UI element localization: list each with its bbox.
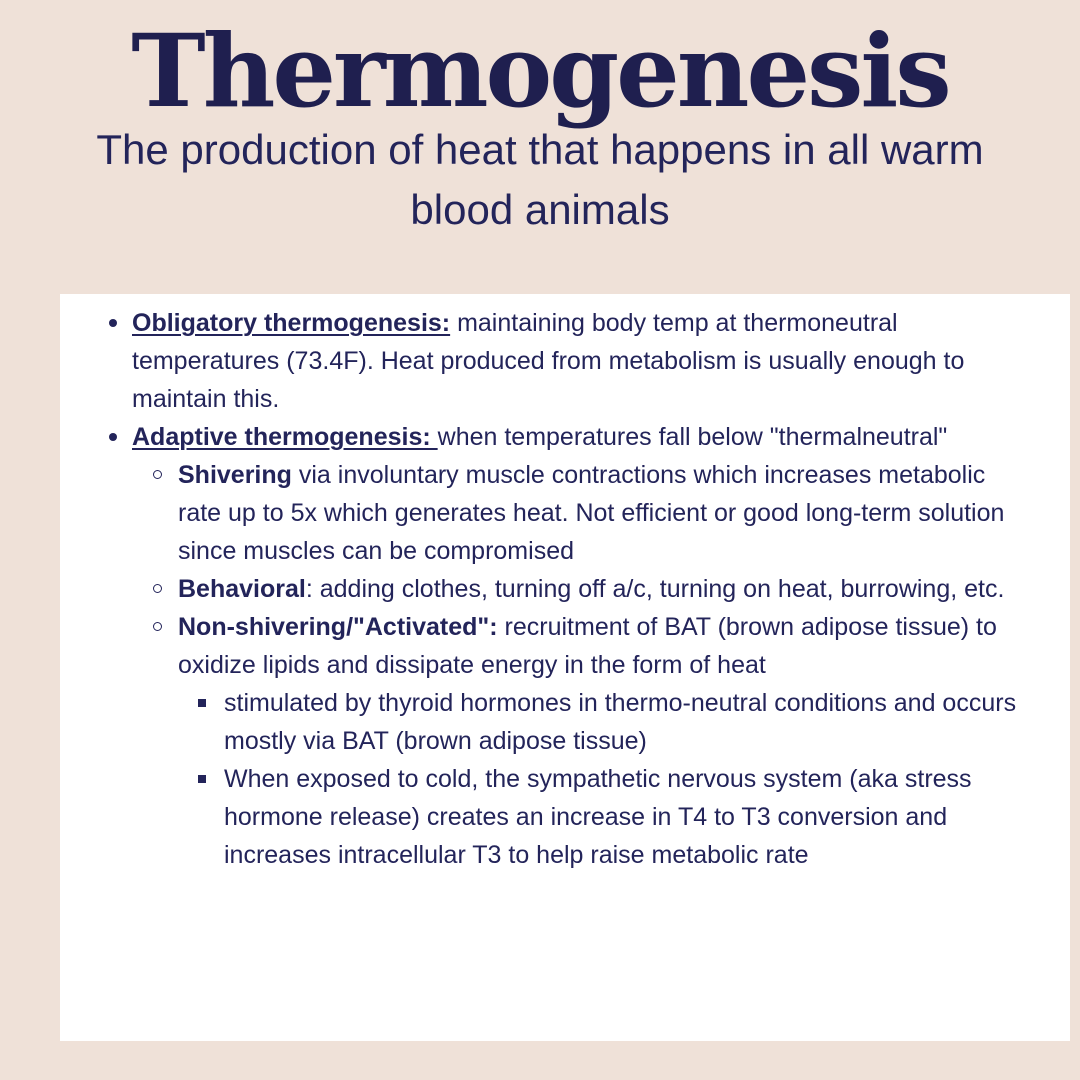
desc-adaptive: when temperatures fall below "thermalneutral" (437, 423, 948, 451)
term-behavioral: Behavioral (178, 575, 306, 603)
page-title: Thermogenesis (131, 12, 949, 130)
desc-cold-exposure: When exposed to cold, the sympathetic nervous system (aka stress hormone release) creates an increase in T4 to T3 conversion and increases intracellular T3 to help raise metabolic rate (224, 765, 972, 869)
bullet-dot-icon (109, 319, 117, 327)
bullet-list (132, 304, 1032, 874)
bullet-circle-icon (153, 622, 162, 631)
desc-thyroid: stimulated by thyroid hormones in thermo-neutral conditions and occurs mostly via BAT (brown adipose tissue) (224, 689, 1017, 755)
term-non-shivering: Non-shivering/"Activated": (178, 613, 498, 641)
bullet-square-icon (198, 775, 206, 783)
list-item-cold-exposure (224, 760, 1032, 874)
list-item-non-shivering (178, 608, 1032, 684)
bullet-dot-icon (109, 433, 117, 441)
bullet-circle-icon (153, 584, 162, 593)
list-item-behavioral (178, 570, 1032, 608)
desc-obligatory: maintaining body temp at thermoneutral temperatures (73.4F). Heat produced from metabolism is usually enough to maintain this. (132, 309, 965, 413)
term-shivering: Shivering (178, 461, 292, 489)
page-subtitle: The production of heat that happens in all warm blood animals (96, 126, 984, 233)
list-item-shivering (178, 456, 1032, 570)
bullet-circle-icon (153, 470, 162, 479)
list-item-thyroid (224, 684, 1032, 760)
content-card (60, 294, 1070, 1041)
term-obligatory: Obligatory thermogenesis: (132, 309, 451, 337)
list-item-obligatory (132, 304, 1032, 418)
bullet-square-icon (198, 699, 206, 707)
desc-non-shivering: recruitment of BAT (brown adipose tissue) to oxidize lipids and dissipate energy in the form of heat (178, 613, 997, 679)
list-item-adaptive (132, 418, 1032, 456)
desc-shivering: via involuntary muscle contractions which increases metabolic rate up to 5x which generates heat. Not efficient or good long-term solution since muscles can be compromised (178, 461, 1005, 565)
desc-behavioral: : adding clothes, turning off a/c, turning on heat, burrowing, etc. (305, 575, 1005, 603)
term-adaptive: Adaptive thermogenesis: (132, 423, 438, 451)
